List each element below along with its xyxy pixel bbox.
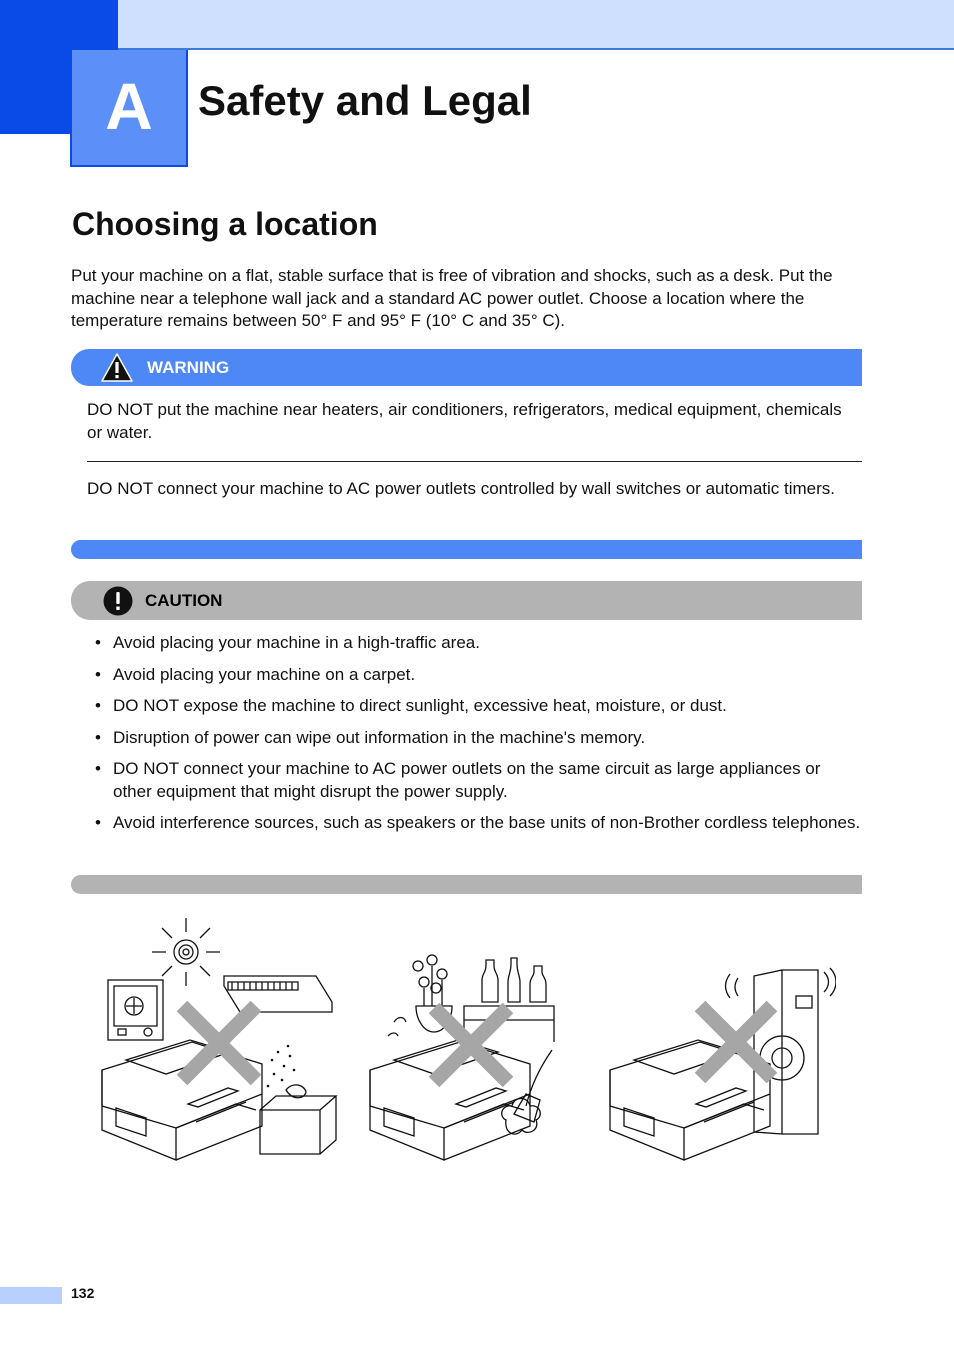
warning-footer-bar: [71, 540, 862, 559]
illustration-chemicals-water: [366, 910, 570, 1170]
corner-block: [0, 0, 118, 50]
caution-item-text: DO NOT connect your machine to AC power outlets on the same circuit as large appliances or other equipment that might disrupt the power supply.: [113, 759, 821, 801]
header-band: [0, 0, 954, 50]
caution-item-text: Disruption of power can wipe out information in the machine's memory.: [113, 727, 646, 747]
caution-item: [87, 664, 862, 687]
caution-item: [87, 632, 862, 655]
bullet: •: [95, 696, 101, 715]
caution-item-text: Avoid placing your machine in a high-traffic area.: [113, 633, 480, 652]
illustration-heat-sources: [96, 910, 340, 1170]
caution-item-text: Avoid placing your machine on a carpet.: [113, 664, 416, 684]
warning-divider: [87, 461, 862, 462]
bullet: •: [95, 727, 101, 747]
warning-label: WARNING: [147, 357, 230, 377]
header-rule: [118, 48, 954, 50]
caution-item: [87, 695, 862, 718]
chapter-badge: [70, 50, 188, 167]
caution-label: CAUTION: [145, 590, 223, 610]
warning-item: DO NOT put the machine near heaters, air conditioners, refrigerators, medical equipment, chemicals or water.: [87, 400, 842, 442]
chapter-letter: A: [105, 68, 153, 143]
warning-header: [71, 349, 862, 386]
bullet: •: [95, 664, 101, 684]
bullet: •: [95, 813, 101, 832]
caution-item-text: Avoid interference sources, such as speakers or the base units of non-Brother cordless telephones.: [113, 813, 861, 832]
warning-item: DO NOT connect your machine to AC power outlets controlled by wall switches or automatic timers.: [87, 479, 835, 498]
caution-exclamation-icon: [103, 586, 133, 616]
bullet: •: [95, 633, 101, 652]
caution-item-text: DO NOT expose the machine to direct sunlight, excessive heat, moisture, or dust.: [113, 696, 727, 715]
caution-footer-bar: [71, 875, 862, 894]
warning-triangle-icon: [101, 353, 133, 383]
caution-header: [71, 581, 862, 620]
caution-list: [87, 632, 862, 844]
caution-item: [87, 727, 862, 750]
illustration-speaker-interference: [606, 910, 836, 1170]
caution-item: [87, 758, 862, 803]
page-tab: [0, 1287, 62, 1304]
bullet: •: [95, 759, 101, 778]
intro-paragraph: Put your machine on a flat, stable surface that is free of vibration and shocks, such as a desk. Put the machine near a telephone wall jack and a standard AC power outlet. Choose a location where the temperature remains between 50° F and 95° F (10° C and 35° C).: [71, 266, 833, 330]
side-strip: [0, 50, 70, 134]
section-title: Choosing a location: [72, 206, 378, 242]
caution-item: [87, 812, 862, 835]
chapter-title: Safety and Legal: [198, 77, 532, 124]
page-number: 132: [71, 1285, 95, 1301]
